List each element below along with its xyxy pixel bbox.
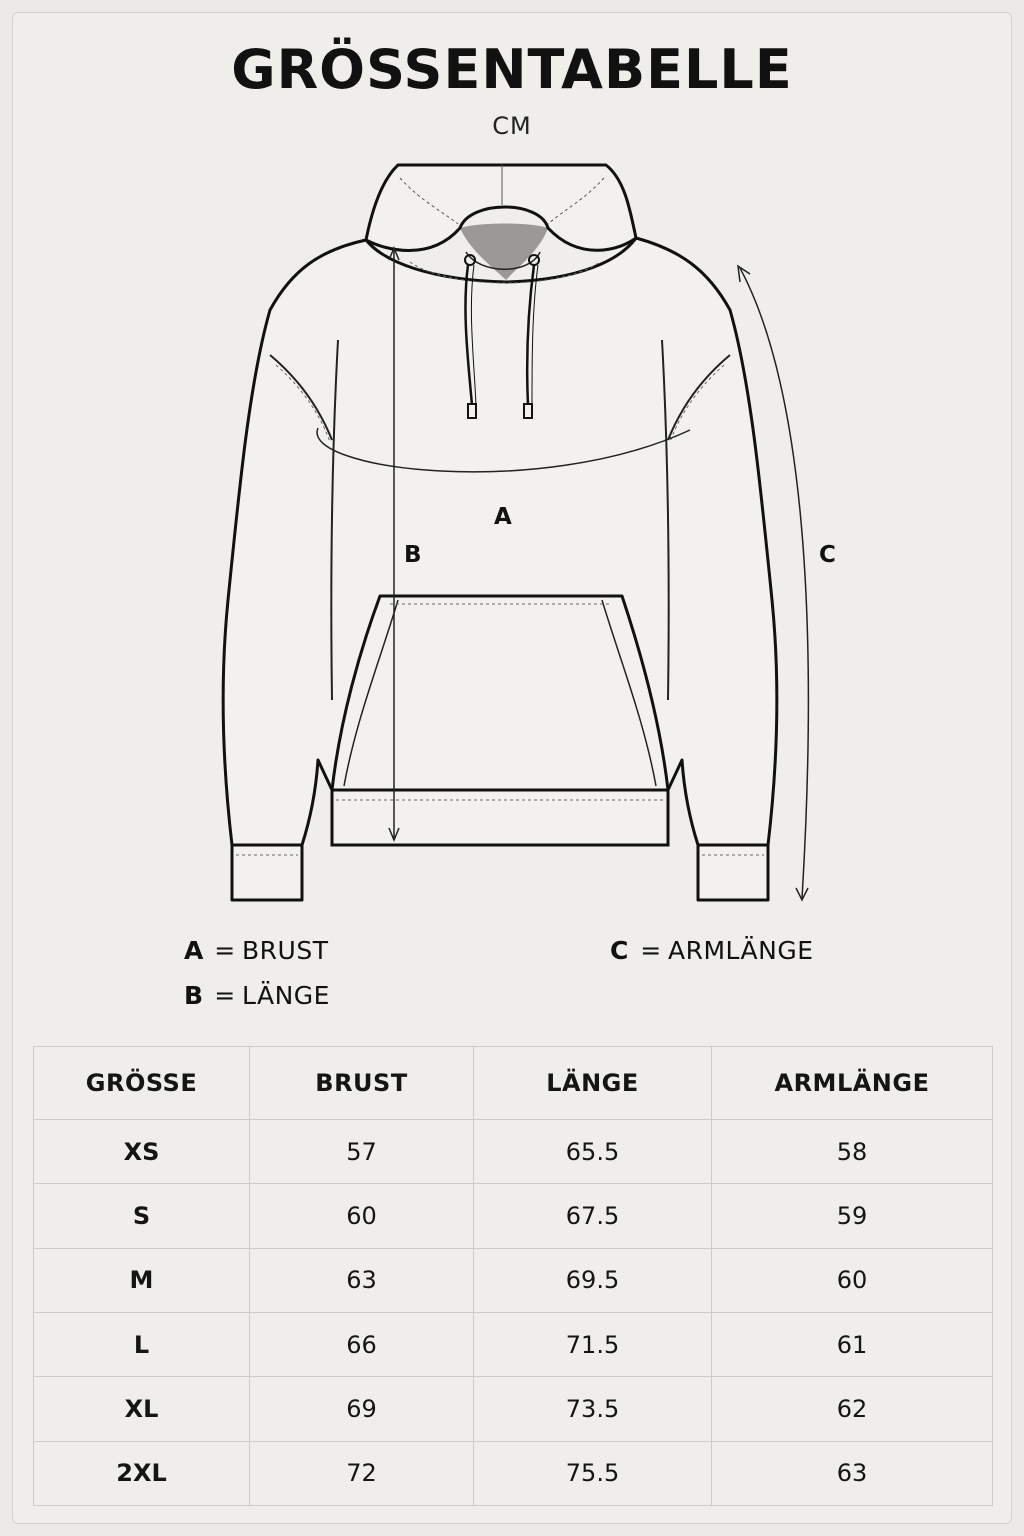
cell-size: L xyxy=(34,1312,250,1376)
table-row xyxy=(34,1312,993,1376)
header-chest: BRUST xyxy=(250,1047,474,1120)
cell-sleeve: 59 xyxy=(712,1184,993,1248)
cell-size: XS xyxy=(34,1120,250,1184)
cell-sleeve: 60 xyxy=(712,1248,993,1312)
cell-chest: 72 xyxy=(250,1441,474,1505)
cell-size: 2XL xyxy=(34,1441,250,1505)
cell-chest: 69 xyxy=(250,1377,474,1441)
table-row xyxy=(34,1441,993,1505)
cell-sleeve: 62 xyxy=(712,1377,993,1441)
cell-length: 71.5 xyxy=(474,1312,712,1376)
cell-chest: 60 xyxy=(250,1184,474,1248)
cell-sleeve: 63 xyxy=(712,1441,993,1505)
table-row xyxy=(34,1377,993,1441)
cell-length: 67.5 xyxy=(474,1184,712,1248)
table-header-row xyxy=(34,1047,993,1120)
label-a: A xyxy=(494,504,512,530)
table-row xyxy=(34,1120,993,1184)
cell-size: S xyxy=(34,1184,250,1248)
cell-sleeve: 61 xyxy=(712,1312,993,1376)
label-c: C xyxy=(819,542,836,568)
cell-chest: 66 xyxy=(250,1312,474,1376)
header-size: GRÖSSE xyxy=(34,1047,250,1120)
header-length: LÄNGE xyxy=(474,1047,712,1120)
cell-sleeve: 58 xyxy=(712,1120,993,1184)
label-b: B xyxy=(404,542,422,568)
legend-item-b: B = LÄNGE xyxy=(184,981,330,1010)
page-title: GRÖSSENTABELLE xyxy=(231,38,793,101)
legend-item-c: C = ARMLÄNGE xyxy=(610,936,814,965)
cell-size: M xyxy=(34,1248,250,1312)
cell-chest: 63 xyxy=(250,1248,474,1312)
cell-size: XL xyxy=(34,1377,250,1441)
header-sleeve: ARMLÄNGE xyxy=(712,1047,993,1120)
cell-length: 75.5 xyxy=(474,1441,712,1505)
unit-label: CM xyxy=(492,112,532,140)
legend-item-a: A = BRUST xyxy=(184,936,329,965)
table-row xyxy=(34,1248,993,1312)
size-table xyxy=(33,1046,993,1506)
cell-length: 73.5 xyxy=(474,1377,712,1441)
cell-length: 65.5 xyxy=(474,1120,712,1184)
table-row xyxy=(34,1184,993,1248)
cell-chest: 57 xyxy=(250,1120,474,1184)
cell-length: 69.5 xyxy=(474,1248,712,1312)
hoodie-illustration xyxy=(0,150,1024,910)
